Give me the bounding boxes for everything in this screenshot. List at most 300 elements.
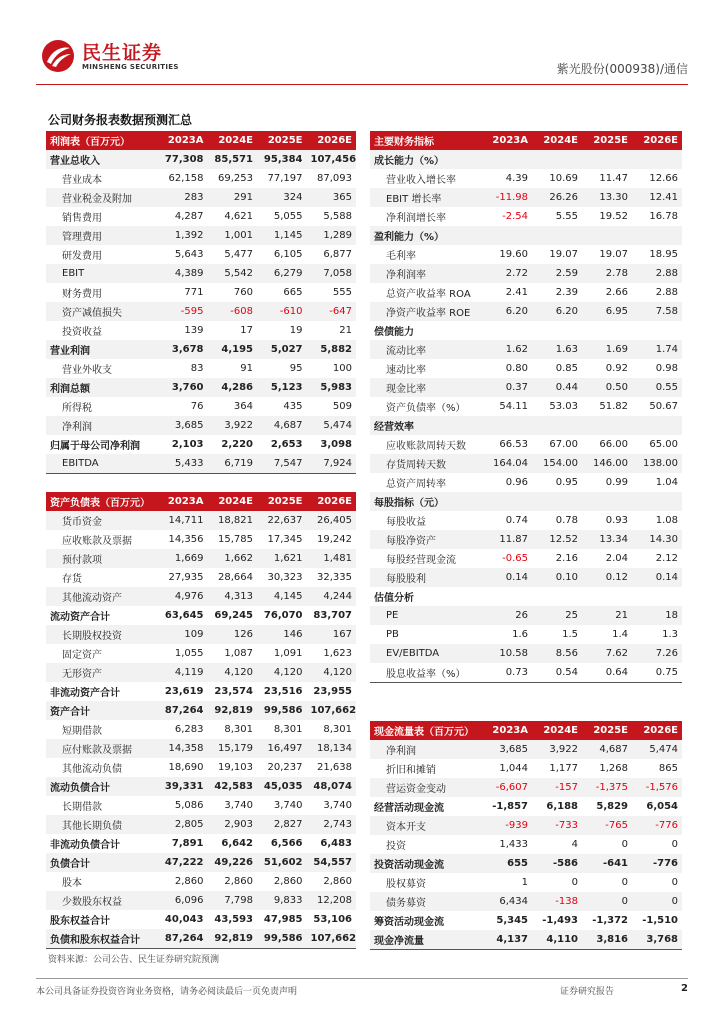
table-row [370, 644, 682, 663]
table-title: 现金流量表（百万元） [370, 721, 482, 740]
table-cell: 47,222 [158, 853, 208, 872]
row-label: 总资产收益率 ROA [386, 289, 471, 300]
page-header [36, 36, 688, 82]
table-row [46, 606, 356, 625]
table-cell: 26.26 [532, 188, 582, 207]
table-row [370, 778, 682, 797]
row-label: 存货 [62, 574, 82, 585]
table-cell: 1.5 [562, 629, 578, 640]
row-label: 营业成本 [62, 175, 102, 186]
row-label: 其他流动负债 [62, 764, 122, 775]
row-label: 折旧和摊销 [386, 765, 436, 776]
row-label: 估值分析 [374, 593, 414, 604]
table-row [370, 188, 682, 207]
header-divider [36, 84, 688, 85]
table-row [370, 226, 682, 245]
table-cell: 3,768 [632, 930, 682, 949]
table-cell: 21,638 [317, 762, 352, 773]
table-cell: 364 [233, 401, 253, 412]
financial-indicators-table [370, 131, 682, 683]
row-label: EBIT 增长率 [370, 188, 482, 207]
table-row [370, 340, 682, 359]
row-label: PB [386, 629, 399, 640]
table-cell: 63,645 [164, 610, 204, 621]
table-cell: 10.69 [549, 173, 578, 184]
table-row [370, 435, 682, 454]
row-label: 固定资产 [62, 650, 102, 661]
table-cell: 7.26 [632, 644, 682, 663]
table-cell: 8,301 [323, 724, 352, 735]
row-label: 非流动资产合计 [50, 688, 120, 699]
table-cell: 8,301 [273, 724, 303, 735]
table-cell: 324 [257, 188, 307, 207]
column-header: 2026E [307, 492, 357, 511]
table-cell [482, 150, 532, 169]
table-cell: 6.20 [532, 302, 582, 321]
table-cell: 1,623 [323, 648, 352, 659]
table-cell: -1,576 [632, 778, 682, 797]
row-label: 长期股权投资 [46, 625, 158, 644]
table-cell: 53.03 [549, 401, 578, 412]
table-header-row [370, 131, 682, 150]
row-label: 毛利率 [386, 251, 416, 262]
table-cell: -586 [532, 854, 582, 873]
table-cell: 51.82 [599, 401, 628, 412]
table-cell [582, 492, 632, 511]
row-label: 营运资金变动 [370, 778, 482, 797]
table-cell: 5.55 [555, 211, 578, 222]
table-cell: -776 [632, 816, 682, 835]
table-cell: 6,054 [646, 801, 678, 812]
table-cell: 40,043 [164, 914, 204, 925]
table-row [46, 245, 356, 264]
footer-divider [36, 978, 688, 979]
table-cell: 7.62 [582, 644, 632, 663]
table-row [46, 910, 356, 929]
table-cell: 0.50 [582, 378, 632, 397]
table-row [370, 663, 682, 682]
table-cell: 5,433 [158, 454, 208, 473]
row-label: EV/EBITDA [370, 644, 482, 663]
table-row [46, 530, 356, 549]
table-cell: 25 [532, 606, 582, 625]
table-cell: 10.58 [482, 644, 532, 663]
table-row [370, 150, 682, 169]
table-cell: 555 [332, 287, 352, 298]
row-label: 货币资金 [46, 511, 158, 530]
table-row [46, 777, 356, 796]
table-cell: 0.96 [505, 477, 528, 488]
table-cell: 435 [283, 401, 303, 412]
table-cell: 1.4 [612, 629, 628, 640]
row-label: 股息收益率（%） [370, 663, 482, 682]
table-row [370, 359, 682, 378]
table-cell: 27,935 [168, 572, 204, 583]
column-header: 2024E [532, 131, 582, 150]
column-header: 2024E [208, 131, 258, 150]
table-cell: 283 [158, 188, 208, 207]
table-cell: 0 [621, 877, 628, 888]
table-cell: 107,456 [307, 150, 357, 169]
table-cell [632, 226, 682, 245]
table-cell: 139 [184, 325, 204, 336]
table-cell: 4,119 [158, 663, 208, 682]
table-cell: 1.63 [532, 340, 582, 359]
table-cell: 2.41 [505, 287, 528, 298]
table-cell: 1.08 [655, 515, 678, 526]
table-row [46, 397, 356, 416]
table-cell: 3,816 [582, 930, 632, 949]
table-cell: 4,137 [482, 930, 532, 949]
table-cell: 48,074 [307, 777, 357, 796]
table-cell: 2.39 [555, 287, 578, 298]
row-label: 总资产周转率 [386, 479, 446, 490]
table-row [370, 606, 682, 625]
table-cell: 26 [482, 606, 532, 625]
table-cell: 17 [240, 325, 253, 336]
table-cell: 22,637 [257, 511, 307, 530]
column-header: 2026E [632, 721, 682, 740]
table-cell: 16.78 [649, 211, 678, 222]
table-cell: 95,384 [257, 150, 307, 169]
row-label: 资产减值损失 [46, 302, 158, 321]
table-cell: 4,120 [208, 663, 258, 682]
table-cell: 0.10 [532, 568, 582, 587]
table-cell: 6,642 [221, 838, 253, 849]
table-cell: 6,096 [158, 891, 208, 910]
table-row [370, 321, 682, 340]
table-cell: -765 [582, 816, 632, 835]
row-label: 每股经营现金流 [386, 555, 456, 566]
table-row [46, 929, 356, 948]
column-header: 2025E [582, 721, 632, 740]
table-row [46, 663, 356, 682]
table-cell: 3,740 [273, 800, 303, 811]
table-cell: 4,687 [257, 416, 307, 435]
table-cell: 4,313 [208, 587, 258, 606]
table-row [46, 549, 356, 568]
table-row [370, 283, 682, 302]
row-label: 负债合计 [46, 853, 158, 872]
table-cell [482, 587, 532, 606]
table-cell: 45,035 [257, 777, 307, 796]
table-cell: 23,619 [164, 686, 204, 697]
row-label: 利润总额 [46, 378, 158, 397]
table-cell: 77,197 [267, 173, 303, 184]
table-cell: -595 [158, 302, 208, 321]
table-cell: -647 [307, 302, 357, 321]
table-cell: 1.04 [655, 477, 678, 488]
table-cell: 42,583 [208, 777, 258, 796]
table-cell: 2.72 [482, 264, 532, 283]
table-row [46, 207, 356, 226]
row-label: 短期借款 [62, 726, 102, 737]
column-header: 2025E [582, 131, 632, 150]
row-label: 研发费用 [62, 251, 102, 262]
table-cell: 4.39 [505, 173, 528, 184]
table-row [46, 796, 356, 815]
table-cell [582, 587, 632, 606]
row-label: 筹资活动现金流 [374, 917, 444, 928]
table-cell: 1,145 [257, 226, 307, 245]
column-header: 2025E [257, 131, 307, 150]
table-row [46, 872, 356, 891]
table-cell [482, 416, 532, 435]
table-cell: 1,044 [499, 763, 528, 774]
table-cell: 0.73 [482, 663, 532, 682]
table-row [370, 416, 682, 435]
table-cell: 100 [332, 363, 352, 374]
table-cell: 14,358 [158, 739, 208, 758]
table-row [46, 321, 356, 340]
column-header: 2026E [307, 131, 357, 150]
table-cell: -1,372 [592, 915, 628, 926]
table-cell: 0 [671, 839, 678, 850]
table-cell: 1.3 [662, 629, 678, 640]
table-cell: 5,027 [257, 340, 307, 359]
table-cell: 19.60 [499, 249, 528, 260]
table-row [370, 378, 682, 397]
table-cell: 4,195 [208, 340, 258, 359]
row-label: 投资 [386, 841, 406, 852]
row-label: 投资活动现金流 [370, 854, 482, 873]
table-cell: 12.52 [532, 530, 582, 549]
table-cell: 19.52 [599, 211, 628, 222]
table-cell: 1,055 [174, 648, 204, 659]
table-cell: 6,483 [320, 838, 352, 849]
table-cell: 2,743 [307, 815, 357, 834]
row-label: 股权募资 [386, 879, 426, 890]
row-label: 每股净资产 [370, 530, 482, 549]
table-cell: 3,740 [323, 800, 352, 811]
table-cell: 6,566 [270, 838, 303, 849]
row-label: 投资收益 [62, 327, 102, 338]
table-cell: -1,857 [492, 801, 528, 812]
table-cell: 5,474 [632, 740, 682, 759]
table-cell: 7,891 [171, 838, 204, 849]
row-label: 流动资产合计 [50, 612, 110, 623]
table-row [46, 644, 356, 663]
table-cell: 2.16 [555, 553, 578, 564]
table-cell: 655 [482, 854, 532, 873]
column-header: 2026E [632, 131, 682, 150]
table-cell: 18,821 [208, 511, 258, 530]
table-cell: 50.67 [649, 401, 678, 412]
table-row [370, 492, 682, 511]
table-cell: 28,664 [218, 572, 253, 583]
row-label: 长期借款 [62, 802, 102, 813]
report-type: 证券研究报告 [560, 987, 615, 997]
page-number: 2 [681, 983, 688, 994]
table-cell: 1,268 [599, 763, 628, 774]
row-label: 净利润率 [370, 264, 482, 283]
table-cell: -11.98 [482, 188, 532, 207]
table-cell: 83,707 [313, 610, 352, 621]
table-row [46, 188, 356, 207]
table-row [46, 739, 356, 758]
table-cell: 95 [289, 363, 303, 374]
row-label: 资产合计 [46, 701, 158, 720]
table-cell: 6,105 [273, 249, 303, 260]
table-cell: 99,586 [257, 929, 307, 948]
brand-name-en: MINSHENG SECURITIES [82, 63, 179, 71]
table-cell: 19,103 [218, 762, 253, 773]
row-label: 每股指标（元） [370, 492, 482, 511]
row-label: 财务费用 [62, 289, 102, 300]
column-header: 2025E [257, 492, 307, 511]
table-header-row [370, 721, 682, 740]
row-label: EBITDA [46, 454, 158, 473]
row-label: 盈利能力（%） [370, 226, 482, 245]
table-cell: 109 [158, 625, 208, 644]
table-cell: 771 [184, 287, 204, 298]
table-cell: 1.69 [582, 340, 632, 359]
table-cell: 0.85 [555, 363, 578, 374]
table-cell: 2,653 [270, 439, 303, 450]
table-row [46, 891, 356, 910]
row-label: 管理费用 [46, 226, 158, 245]
table-row [46, 416, 356, 435]
table-row [370, 511, 682, 530]
row-label: 净利润 [370, 740, 482, 759]
table-row [370, 835, 682, 854]
table-cell: -1,375 [582, 778, 632, 797]
table-cell: 4,110 [532, 930, 582, 949]
table-cell: 291 [208, 188, 258, 207]
table-cell: 17,345 [267, 534, 303, 545]
table-cell: 1,433 [499, 839, 528, 850]
table-cell: 66.00 [599, 439, 628, 450]
table-cell: 4,120 [307, 663, 357, 682]
table-cell: 6,188 [546, 801, 578, 812]
table-cell: 2.88 [655, 287, 678, 298]
table-cell: 0.92 [605, 363, 628, 374]
row-label: 现金净流量 [370, 930, 482, 949]
table-cell: 54.11 [499, 401, 528, 412]
table-row [46, 264, 356, 283]
table-cell: 1,091 [273, 648, 303, 659]
table-cell: -776 [632, 854, 682, 873]
table-cell: -939 [482, 816, 532, 835]
table-cell: -138 [532, 892, 582, 911]
table-cell: 76,070 [263, 610, 303, 621]
table-cell: 4,145 [257, 587, 307, 606]
row-label: 归属于母公司净利润 [50, 441, 140, 452]
table-cell: -2.54 [502, 211, 528, 222]
table-cell: 3,922 [532, 740, 582, 759]
table-cell: 77,308 [158, 150, 208, 169]
table-cell: -1,493 [542, 915, 578, 926]
table-row [370, 530, 682, 549]
table-cell: 18,134 [307, 739, 357, 758]
table-cell: 1,481 [307, 549, 357, 568]
table-cell: 0.75 [632, 663, 682, 682]
table-row [46, 302, 356, 321]
row-label: 速动比率 [386, 365, 426, 376]
table-cell: 138.00 [632, 454, 682, 473]
row-label: 非流动负债合计 [50, 840, 120, 851]
table-cell: 23,955 [313, 686, 352, 697]
table-cell: 16,497 [257, 739, 307, 758]
table-row [46, 587, 356, 606]
table-cell: 0 [671, 877, 678, 888]
column-header: 2023A [158, 131, 208, 150]
row-label: 成长能力（%） [370, 150, 482, 169]
table-cell: 6,283 [174, 724, 204, 735]
row-label: 流动负债合计 [46, 777, 158, 796]
brand-name-cn: 民生证券 [82, 42, 163, 64]
row-label: 预付款项 [46, 549, 158, 568]
table-row [370, 873, 682, 892]
table-cell: 5,477 [224, 249, 253, 260]
table-cell [632, 416, 682, 435]
column-header: 2024E [208, 492, 258, 511]
row-label: 股东权益合计 [50, 916, 110, 927]
table-row [370, 549, 682, 568]
table-cell: 509 [332, 401, 352, 412]
table-cell: 91 [240, 363, 253, 374]
row-label: 每股股利 [370, 568, 482, 587]
table-cell: 0.98 [655, 363, 678, 374]
row-label: 少数股东权益 [46, 891, 158, 910]
table-cell: 14,356 [168, 534, 204, 545]
table-cell: 0.12 [582, 568, 632, 587]
table-cell: 5,542 [208, 264, 258, 283]
table-cell: -6,607 [482, 778, 532, 797]
row-label: 应收账款及票据 [62, 536, 132, 547]
table-cell: 11.87 [482, 530, 532, 549]
row-label: 负债和股东权益合计 [46, 929, 158, 948]
table-cell: 5,829 [596, 801, 628, 812]
table-cell: 2,860 [273, 876, 303, 887]
table-cell: 4 [571, 839, 578, 850]
table-row [46, 226, 356, 245]
table-cell: 3,678 [158, 340, 208, 359]
table-cell: 69,253 [218, 173, 253, 184]
source-note: 资料来源：公司公告、民生证券研究院预测 [48, 955, 220, 965]
table-row [370, 797, 682, 816]
table-row [370, 473, 682, 492]
table-cell: 2.88 [632, 264, 682, 283]
table-cell: 760 [233, 287, 253, 298]
row-label: 存货周转天数 [370, 454, 482, 473]
table-cell: 85,571 [208, 150, 258, 169]
table-cell: -641 [582, 854, 632, 873]
table-title: 利润表（百万元） [46, 131, 158, 150]
table-cell: 0 [571, 877, 578, 888]
table-cell: 1,669 [158, 549, 208, 568]
row-label: 资产负债率（%） [386, 403, 466, 414]
table-row [46, 853, 356, 872]
table-cell [632, 150, 682, 169]
row-label: 净利润增长率 [386, 213, 446, 224]
table-cell: 8,301 [224, 724, 253, 735]
table-cell: 1,621 [257, 549, 307, 568]
column-header: 2023A [482, 721, 532, 740]
row-label: EBIT [46, 264, 158, 283]
table-cell: 2.59 [532, 264, 582, 283]
table-cell: 3,098 [320, 439, 352, 450]
table-cell: 154.00 [532, 454, 582, 473]
table-cell: 1.6 [512, 629, 528, 640]
row-label: 流动比率 [370, 340, 482, 359]
table-cell: 15,179 [208, 739, 258, 758]
table-cell: 9,833 [257, 891, 307, 910]
table-cell: 1.74 [632, 340, 682, 359]
table-cell: 6,434 [482, 892, 532, 911]
row-label: 营业外收支 [62, 365, 112, 376]
table-cell: 23,516 [263, 686, 303, 697]
